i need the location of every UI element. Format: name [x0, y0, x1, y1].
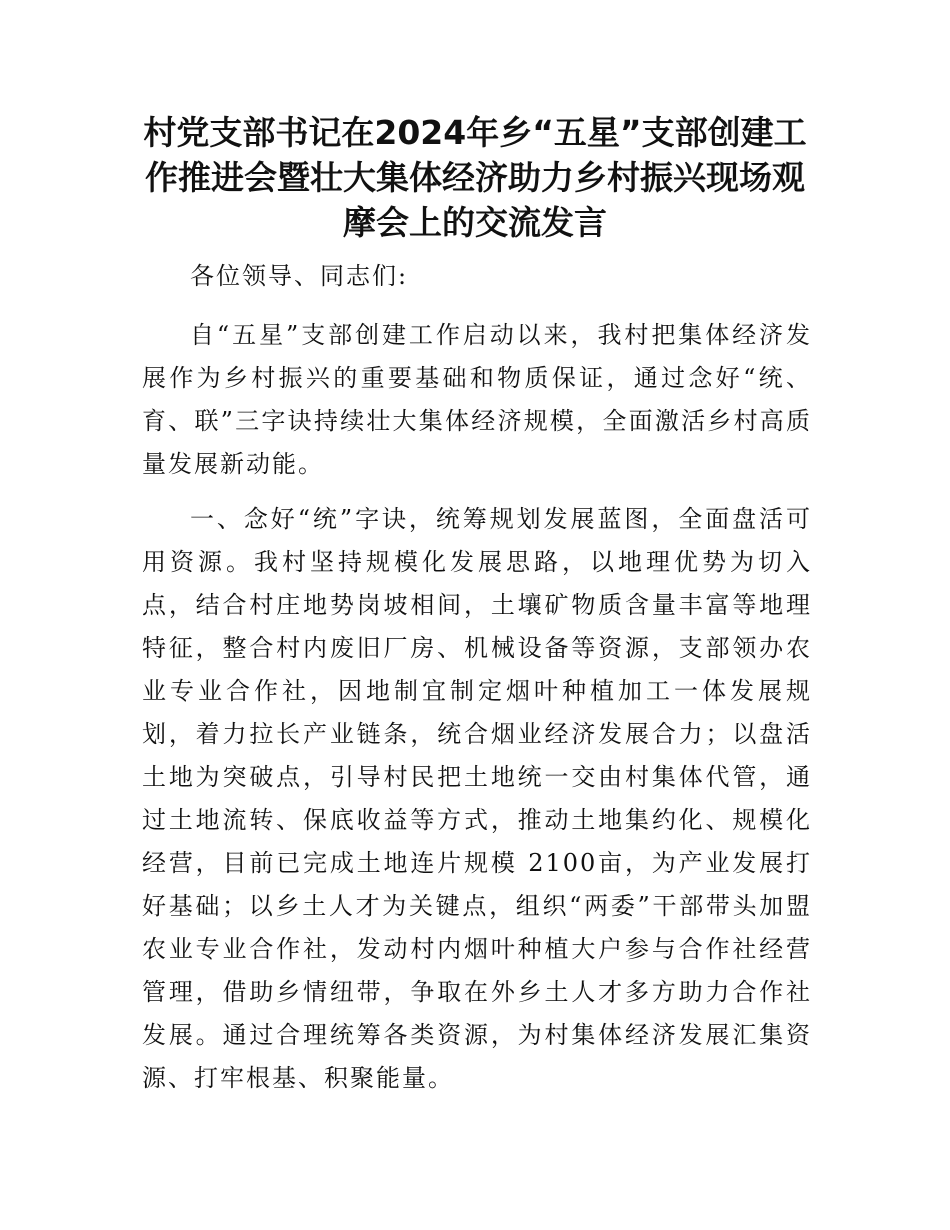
paragraph-intro: 自“五星”支部创建工作启动以来，我村把集体经济发展作为乡村振兴的重要基础和物质保证，通过念好“统、育、联”三字诀持续壮大集体经济规模，全面激活乡村高质量发展新动能。 [142, 321, 812, 478]
document-title [130, 110, 820, 245]
paragraph-section-1: 一、念好“统”字诀，统筹规划发展蓝图，全面盘活可用资源。我村坚持规模化发展思路，以地理优势为切入点，结合村庄地势岗坡相间，土壤矿物质含量丰富等地理特征，整合村内废旧厂房、机械设备等资源，支部领办农业专业合作社，因地制宜制定烟叶种植加工一体发展规划，着力拉长产业链条，统合烟业经济发展合力；以盘活土地为突破点，引导村民把土地统一交由村集体代管，通过土地流转、保底收益等方式，推动土地集约化、规模化经营，目前已完成土地连片规模 2100亩，为产业发展打好基础；以乡土人才为关键点，组织“两委”干部带头加盟农业专业合作社，发动村内烟叶种植大户参与合作社经营管理，借助乡情纽带，争取在外乡土人才多方助力合作社发展。通过合理统筹各类资源，为村集体经济发展汇集资源、打牢根基、积聚能量。 [142, 505, 812, 1092]
title-line-1: 村党支部书记在2024年乡“五星”支部创建工 [143, 113, 807, 152]
title-line-2: 作推进会暨壮大集体经济助力乡村振兴现场观 [145, 158, 805, 197]
document-body [142, 255, 812, 1112]
title-line-3: 摩会上的交流发言 [343, 203, 607, 242]
salutation: 各位领导、同志们: [190, 262, 409, 290]
